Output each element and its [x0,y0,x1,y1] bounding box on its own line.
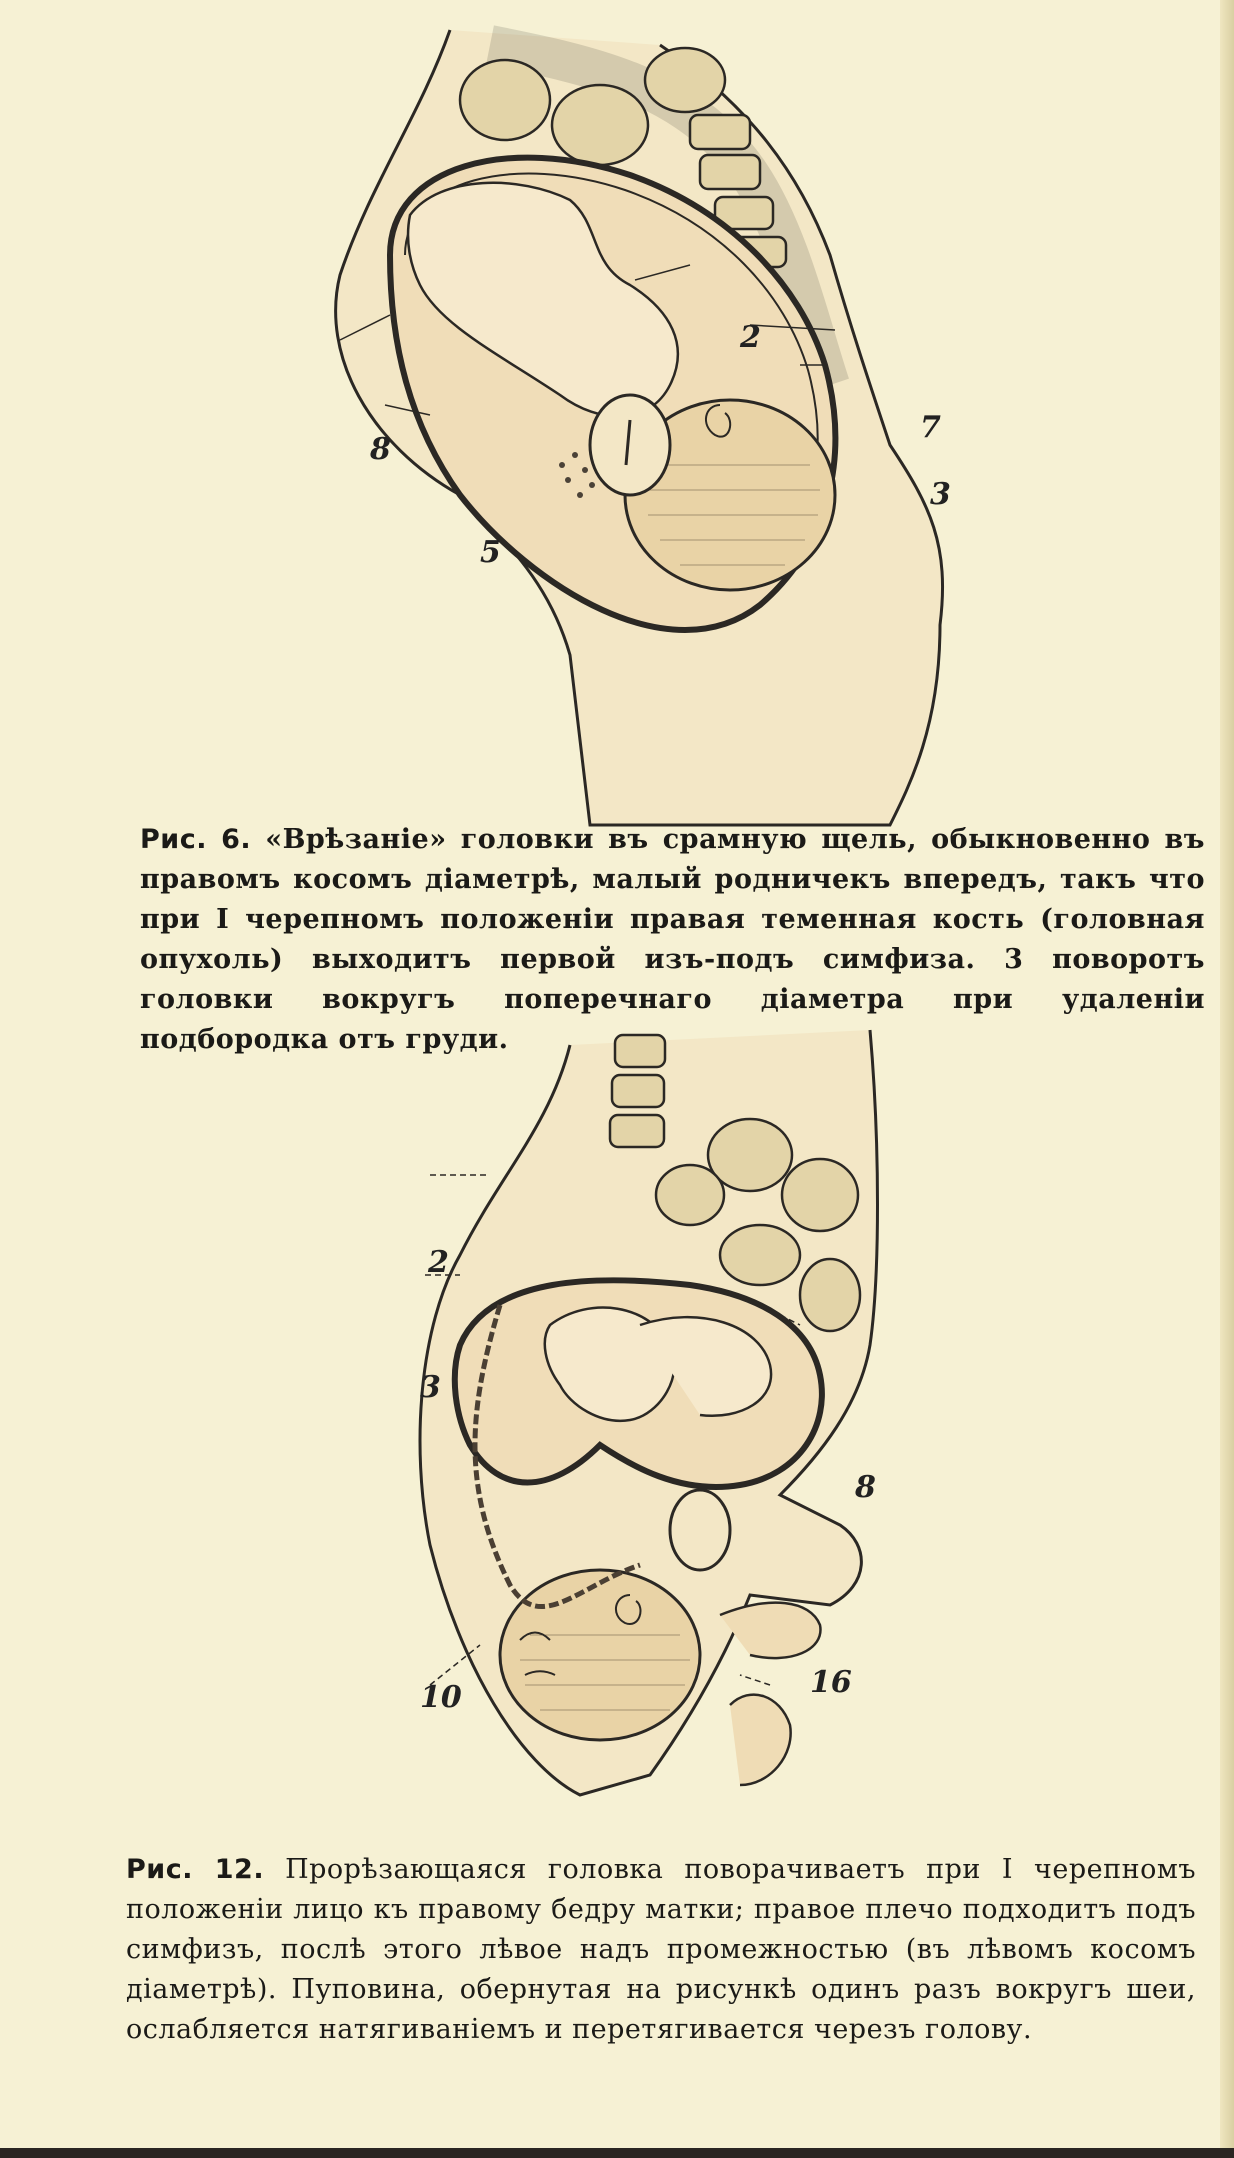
fig6-callout-3: 3 [930,477,951,512]
page-edge [1220,0,1234,2158]
figure-6-caption [140,820,1205,1060]
fig12-callout-8: 8 [855,1470,876,1505]
fig6-callout-8: 8 [370,432,391,467]
fig12-callout-10: 10 [420,1680,462,1715]
figure-6-illustration [330,25,970,830]
fig6-callout-5: 5 [480,535,501,570]
figure-12-illustration [400,1025,920,1825]
figure-6-caption-text: «Врѣзаніе» головки въ срамную щель, обыкновенно въ правомъ косомъ діаметрѣ, малый родничекъ впередъ, такъ что при I черепномъ положеніи правая теменная кость (головная опухоль) выходитъ первой изъ-подъ симфиза. 3 поворотъ головки вокругъ поперечнаго діаметра при удаленіи подбородка отъ груди. [140,824,1205,1055]
figure-12-caption-lead: Рис. 12. [126,1854,265,1885]
fig12-callout-2: 2 [428,1245,449,1280]
fig12-callout-3: 3 [420,1370,441,1405]
page-bottom-edge [0,2148,1234,2158]
figure-12-caption [126,1850,1196,2050]
fig6-callout-7: 7 [920,410,941,445]
fig12-callout-16: 16 [810,1665,852,1700]
figure-12-caption-text: Прорѣзающаяся головка поворачиваетъ при I черепномъ положеніи лицо къ правому бедру матки; правое плечо подходитъ подъ симфизъ, послѣ этого лѣвое надъ промежностью (въ лѣвомъ косомъ діаметрѣ). Пуповина, обернутая на рисункѣ одинъ разъ вокругъ шеи, ослабляется натягиваніемъ и перетягивается черезъ голову. [126,1854,1197,2045]
figure-6-caption-lead: Рис. 6. [140,824,252,855]
fig6-callout-2: 2 [740,320,761,355]
